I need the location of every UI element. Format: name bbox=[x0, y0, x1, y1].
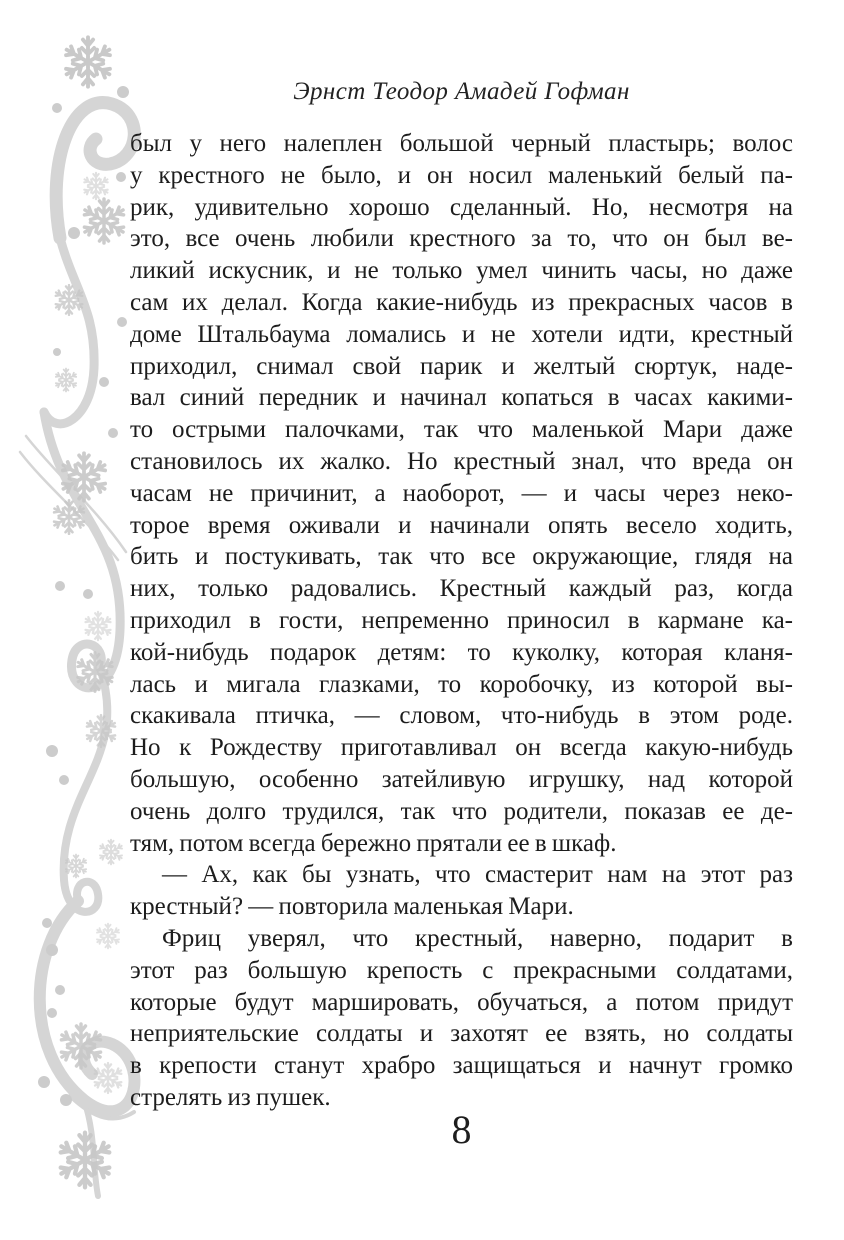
text-line: рик, удивительно хорошо сделанный. Но, несмотря на bbox=[130, 193, 793, 221]
dot-decoration bbox=[59, 775, 69, 785]
text-line: тям, потом всегда бережно прятали ее в шкаф. bbox=[130, 829, 617, 857]
snowflake-icon bbox=[81, 171, 111, 201]
text-line: очень долго трудился, так что родители, показав ее де- bbox=[130, 797, 793, 825]
text-line: в крепости станут храбро защищаться и начнут громко bbox=[130, 1052, 793, 1080]
text-line: — Ах, как бы узнать, что смастерит нам на этот раз bbox=[162, 861, 793, 889]
dot-decoration bbox=[83, 589, 93, 599]
dot-decoration bbox=[47, 1008, 57, 1018]
snowflake-icon bbox=[97, 838, 125, 866]
dot-decoration bbox=[38, 1076, 50, 1088]
snowflake-icon bbox=[50, 498, 88, 536]
dot-decoration bbox=[46, 944, 58, 956]
swirl-strokes bbox=[20, 103, 134, 1196]
dot-decoration bbox=[53, 348, 61, 356]
snowflake-icon bbox=[52, 283, 86, 317]
dot-decoration bbox=[99, 377, 109, 387]
snowflake-icon bbox=[73, 650, 117, 694]
dot-decoration bbox=[52, 103, 62, 113]
text-line: кой-нибудь подарок детям: то куколку, которая кланя- bbox=[130, 638, 793, 666]
text-line: большую, особенно затейливую игрушку, над которой bbox=[130, 765, 793, 793]
dot-decoration bbox=[55, 581, 65, 591]
dot-decoration bbox=[60, 1094, 72, 1106]
text-line: приходил, снимал свой парик и желтый сюртук, наде- bbox=[130, 352, 793, 380]
snowflake-icon bbox=[60, 34, 116, 90]
snowflake-icon bbox=[56, 1021, 106, 1071]
text-line: у крестного не было, и он носил маленький белый па- bbox=[130, 161, 793, 189]
snowflake-icon bbox=[79, 196, 129, 246]
snowflake-icon bbox=[57, 450, 111, 504]
dot-decoration bbox=[68, 227, 80, 239]
dot-decoration bbox=[116, 172, 126, 182]
text-line: них, только радовались. Крестный каждый раз, когда bbox=[130, 575, 793, 603]
text-line: Фриц уверял, что крестный, наверно, подарит в bbox=[162, 924, 793, 952]
snowflake-icon bbox=[94, 922, 122, 950]
snowflake-icon bbox=[91, 1061, 125, 1095]
text-line: часам не причинит, а наоборот, — и часы через неко- bbox=[130, 479, 793, 507]
text-line: торое время оживали и начинали опять весело ходить, bbox=[130, 511, 793, 539]
text-line: был у него налеплен большой черный пластырь; волос bbox=[130, 130, 793, 157]
snowflake-icon bbox=[83, 713, 119, 749]
text-line: стрелять из пушек. bbox=[130, 1083, 331, 1111]
dot-decoration bbox=[55, 985, 65, 995]
text-line: вал синий передник и начинал копаться в часах какими- bbox=[130, 384, 793, 412]
text-line: приходил в гости, непременно приносил в кармане ка- bbox=[130, 606, 793, 634]
text-line: доме Штальбаума ломались и не хотели идти, крестный bbox=[130, 320, 793, 348]
snowflake-icon bbox=[53, 367, 79, 393]
text-line: это, все очень любили крестного за то, что он был ве- bbox=[130, 225, 793, 253]
text-line: сам их делал. Когда какие-нибудь из прекрасных часов в bbox=[130, 288, 793, 316]
dot-decoration bbox=[117, 317, 127, 327]
body-text bbox=[130, 128, 793, 1114]
dot-decoration bbox=[46, 745, 58, 757]
snowflake-icon bbox=[54, 1129, 116, 1191]
text-line: которые будут маршировать, обучаться, а потом придут bbox=[130, 988, 793, 1016]
snowflake-icon bbox=[63, 853, 89, 879]
text-line: неприятельские солдаты и захотят ее взять, но солдаты bbox=[130, 1020, 793, 1048]
text-line: лась и мигала глазками, то коробочку, из которой вы- bbox=[130, 670, 793, 698]
snowflake-icon bbox=[82, 610, 114, 642]
dot-decoration bbox=[117, 86, 129, 98]
text-line: становилось их жалко. Но крестный знал, что вреда он bbox=[130, 447, 793, 475]
page-number: 8 bbox=[451, 1107, 472, 1152]
running-header-author: Эрнст Теодор Амадей Гофман bbox=[293, 78, 630, 105]
text-line: крестный? — повторила маленькая Мари. bbox=[130, 893, 574, 921]
text-line: бить и постукивать, так что все окружающие, глядя на bbox=[130, 543, 793, 571]
dot-decoration bbox=[42, 918, 52, 928]
dot-decoration bbox=[108, 428, 118, 438]
text-line: скакивала птичка, — словом, что-нибудь в этом роде. bbox=[130, 702, 793, 730]
text-line: Но к Рождеству приготавливал он всегда какую-нибудь bbox=[130, 734, 793, 762]
text-line: этот раз большую крепость с прекрасными солдатами, bbox=[130, 956, 793, 984]
text-line: ликий искусник, и не только умел чинить часы, но даже bbox=[130, 257, 793, 285]
text-line: то острыми палочками, так что маленькой Мари даже bbox=[130, 416, 793, 444]
